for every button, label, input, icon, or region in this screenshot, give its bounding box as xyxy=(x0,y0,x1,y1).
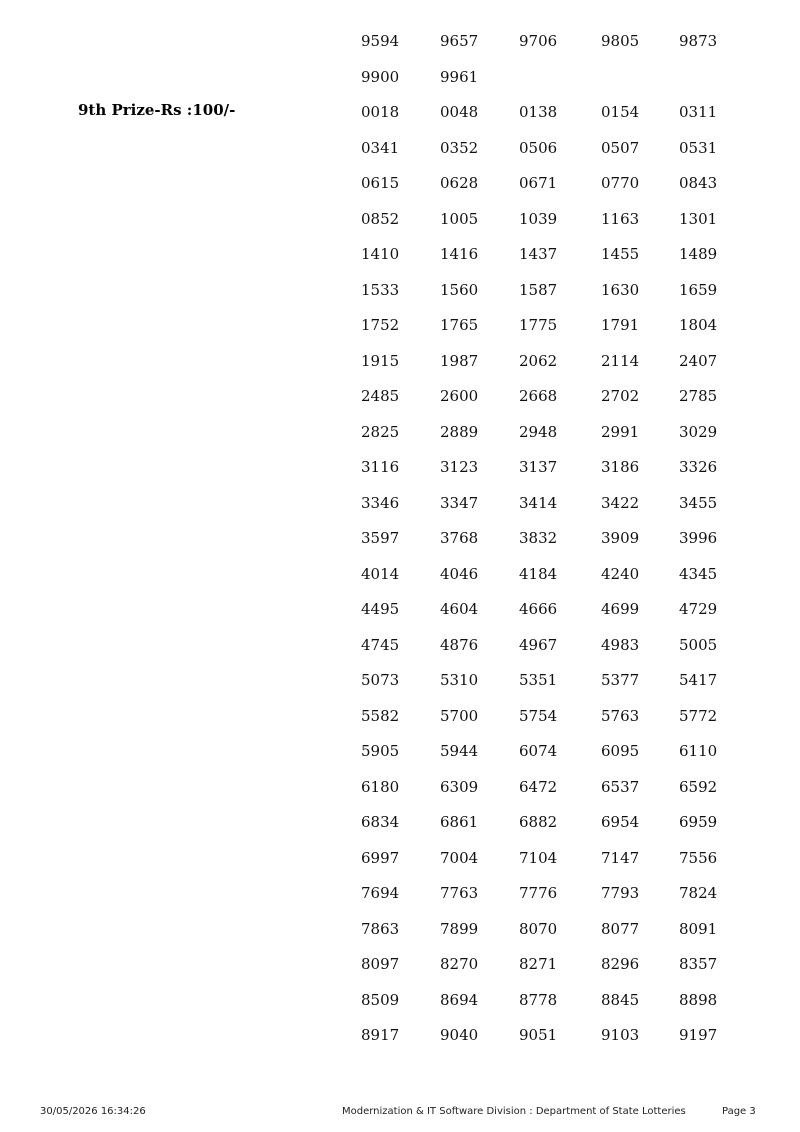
lottery-number: 4240 xyxy=(601,565,640,583)
lottery-number: 0506 xyxy=(519,139,558,157)
lottery-number: 8097 xyxy=(361,955,400,973)
lottery-number: 0615 xyxy=(361,174,400,192)
lottery-number: 0770 xyxy=(601,174,640,192)
lottery-number: 6882 xyxy=(519,813,558,831)
lottery-number: 1587 xyxy=(519,281,558,299)
lottery-number: 3137 xyxy=(519,458,558,476)
lottery-number: 4876 xyxy=(440,636,479,654)
lottery-number: 1560 xyxy=(440,281,479,299)
lottery-number: 8091 xyxy=(679,920,718,938)
lottery-number: 1630 xyxy=(601,281,640,299)
lottery-number: 6834 xyxy=(361,813,400,831)
lottery-number: 4184 xyxy=(519,565,558,583)
lottery-number: 3422 xyxy=(601,494,640,512)
lottery-number: 1163 xyxy=(601,210,640,228)
lottery-number: 4729 xyxy=(679,600,718,618)
lottery-number: 6095 xyxy=(601,742,640,760)
lottery-number: 8296 xyxy=(601,955,640,973)
lottery-number: 9706 xyxy=(519,32,558,50)
lottery-number: 0352 xyxy=(440,139,479,157)
footer-division: Modernization & IT Software Division : Department of State Lotteries xyxy=(342,1106,686,1117)
lottery-number: 7556 xyxy=(679,849,718,867)
lottery-number: 1039 xyxy=(519,210,558,228)
lottery-number: 3455 xyxy=(679,494,718,512)
lottery-number: 5417 xyxy=(679,671,718,689)
lottery-number: 4495 xyxy=(361,600,400,618)
lottery-number: 0138 xyxy=(519,103,558,121)
lottery-number: 6309 xyxy=(440,778,479,796)
lottery-number: 9051 xyxy=(519,1026,558,1044)
lottery-number: 4983 xyxy=(601,636,640,654)
lottery-number: 1775 xyxy=(519,316,558,334)
lottery-number: 5772 xyxy=(679,707,718,725)
lottery-number: 1765 xyxy=(440,316,479,334)
lottery-number: 1410 xyxy=(361,245,400,263)
lottery-number: 8778 xyxy=(519,991,558,1009)
lottery-number: 5377 xyxy=(601,671,640,689)
lottery-number: 0311 xyxy=(679,103,718,121)
lottery-number: 6110 xyxy=(679,742,718,760)
lottery-number: 8070 xyxy=(519,920,558,938)
lottery-number: 8077 xyxy=(601,920,640,938)
lottery-number: 6997 xyxy=(361,849,400,867)
lottery-number: 8270 xyxy=(440,955,479,973)
lottery-number: 5763 xyxy=(601,707,640,725)
lottery-number: 7104 xyxy=(519,849,558,867)
lottery-number: 4014 xyxy=(361,565,400,583)
lottery-number: 8357 xyxy=(679,955,718,973)
lottery-number: 4604 xyxy=(440,600,479,618)
lottery-number: 1659 xyxy=(679,281,718,299)
lottery-number: 8509 xyxy=(361,991,400,1009)
lottery-number: 3832 xyxy=(519,529,558,547)
lottery-number: 0852 xyxy=(361,210,400,228)
lottery-number: 7763 xyxy=(440,884,479,902)
lottery-number: 2991 xyxy=(601,423,640,441)
lottery-number: 7147 xyxy=(601,849,640,867)
lottery-number: 6537 xyxy=(601,778,640,796)
lottery-number: 7824 xyxy=(679,884,718,902)
lottery-number: 8694 xyxy=(440,991,479,1009)
lottery-number: 2825 xyxy=(361,423,400,441)
lottery-number: 0341 xyxy=(361,139,400,157)
lottery-number: 3768 xyxy=(440,529,479,547)
lottery-number: 1987 xyxy=(440,352,479,370)
lottery-number: 2114 xyxy=(601,352,640,370)
lottery-number: 1533 xyxy=(361,281,400,299)
lottery-number: 8898 xyxy=(679,991,718,1009)
lottery-number: 4967 xyxy=(519,636,558,654)
lottery-number: 2948 xyxy=(519,423,558,441)
lottery-number: 0018 xyxy=(361,103,400,121)
lottery-number: 7004 xyxy=(440,849,479,867)
ninth-prize-label: 9th Prize-Rs :100/- xyxy=(78,101,236,119)
lottery-number: 7863 xyxy=(361,920,400,938)
lottery-number: 0671 xyxy=(519,174,558,192)
lottery-number: 6592 xyxy=(679,778,718,796)
lottery-number: 2485 xyxy=(361,387,400,405)
lottery-number: 0628 xyxy=(440,174,479,192)
lottery-number: 8917 xyxy=(361,1026,400,1044)
lottery-number: 5754 xyxy=(519,707,558,725)
lottery-number: 3029 xyxy=(679,423,718,441)
lottery-number: 9805 xyxy=(601,32,640,50)
lottery-number: 9657 xyxy=(440,32,479,50)
lottery-number: 4345 xyxy=(679,565,718,583)
lottery-number: 5005 xyxy=(679,636,718,654)
lottery-number: 7776 xyxy=(519,884,558,902)
lottery-number: 6959 xyxy=(679,813,718,831)
lottery-number: 7694 xyxy=(361,884,400,902)
lottery-number: 3996 xyxy=(679,529,718,547)
lottery-number: 2600 xyxy=(440,387,479,405)
lottery-number: 5310 xyxy=(440,671,479,689)
lottery-number: 2785 xyxy=(679,387,718,405)
lottery-number: 3346 xyxy=(361,494,400,512)
lottery-number: 0507 xyxy=(601,139,640,157)
lottery-number: 5073 xyxy=(361,671,400,689)
lottery-number: 1791 xyxy=(601,316,640,334)
lottery-number: 5582 xyxy=(361,707,400,725)
lottery-number: 3326 xyxy=(679,458,718,476)
lottery-number: 2668 xyxy=(519,387,558,405)
lottery-number: 0531 xyxy=(679,139,718,157)
lottery-number: 1437 xyxy=(519,245,558,263)
lottery-number: 8845 xyxy=(601,991,640,1009)
lottery-number: 6180 xyxy=(361,778,400,796)
lottery-number: 4745 xyxy=(361,636,400,654)
lottery-number: 3414 xyxy=(519,494,558,512)
lottery-number: 3597 xyxy=(361,529,400,547)
lottery-number: 0048 xyxy=(440,103,479,121)
lottery-number: 1915 xyxy=(361,352,400,370)
lottery-number: 5351 xyxy=(519,671,558,689)
lottery-number: 9040 xyxy=(440,1026,479,1044)
lottery-number: 1752 xyxy=(361,316,400,334)
lottery-number: 2062 xyxy=(519,352,558,370)
lottery-number: 1416 xyxy=(440,245,479,263)
lottery-number: 5905 xyxy=(361,742,400,760)
lottery-number: 7793 xyxy=(601,884,640,902)
lottery-number: 9900 xyxy=(361,68,400,86)
lottery-number: 5944 xyxy=(440,742,479,760)
lottery-number: 1489 xyxy=(679,245,718,263)
lottery-number: 6861 xyxy=(440,813,479,831)
lottery-number: 2702 xyxy=(601,387,640,405)
lottery-number: 3116 xyxy=(361,458,400,476)
lottery-number: 3186 xyxy=(601,458,640,476)
lottery-number: 3123 xyxy=(440,458,479,476)
lottery-number: 1005 xyxy=(440,210,479,228)
lottery-number: 1455 xyxy=(601,245,640,263)
lottery-number: 3347 xyxy=(440,494,479,512)
lottery-number: 4699 xyxy=(601,600,640,618)
lottery-number: 9594 xyxy=(361,32,400,50)
lottery-number: 0154 xyxy=(601,103,640,121)
lottery-number: 1301 xyxy=(679,210,718,228)
lottery-number: 3909 xyxy=(601,529,640,547)
footer-timestamp: 30/05/2026 16:34:26 xyxy=(40,1106,146,1117)
lottery-number: 1804 xyxy=(679,316,718,334)
lottery-number: 6954 xyxy=(601,813,640,831)
lottery-number: 9103 xyxy=(601,1026,640,1044)
lottery-number: 4666 xyxy=(519,600,558,618)
lottery-number: 7899 xyxy=(440,920,479,938)
footer-page-number: Page 3 xyxy=(722,1106,756,1117)
lottery-number: 9873 xyxy=(679,32,718,50)
lottery-number: 6074 xyxy=(519,742,558,760)
lottery-number: 9197 xyxy=(679,1026,718,1044)
lottery-number: 2407 xyxy=(679,352,718,370)
lottery-number: 0843 xyxy=(679,174,718,192)
lottery-number: 5700 xyxy=(440,707,479,725)
lottery-number: 9961 xyxy=(440,68,479,86)
lottery-number: 8271 xyxy=(519,955,558,973)
lottery-number: 6472 xyxy=(519,778,558,796)
lottery-number: 2889 xyxy=(440,423,479,441)
lottery-number: 4046 xyxy=(440,565,479,583)
